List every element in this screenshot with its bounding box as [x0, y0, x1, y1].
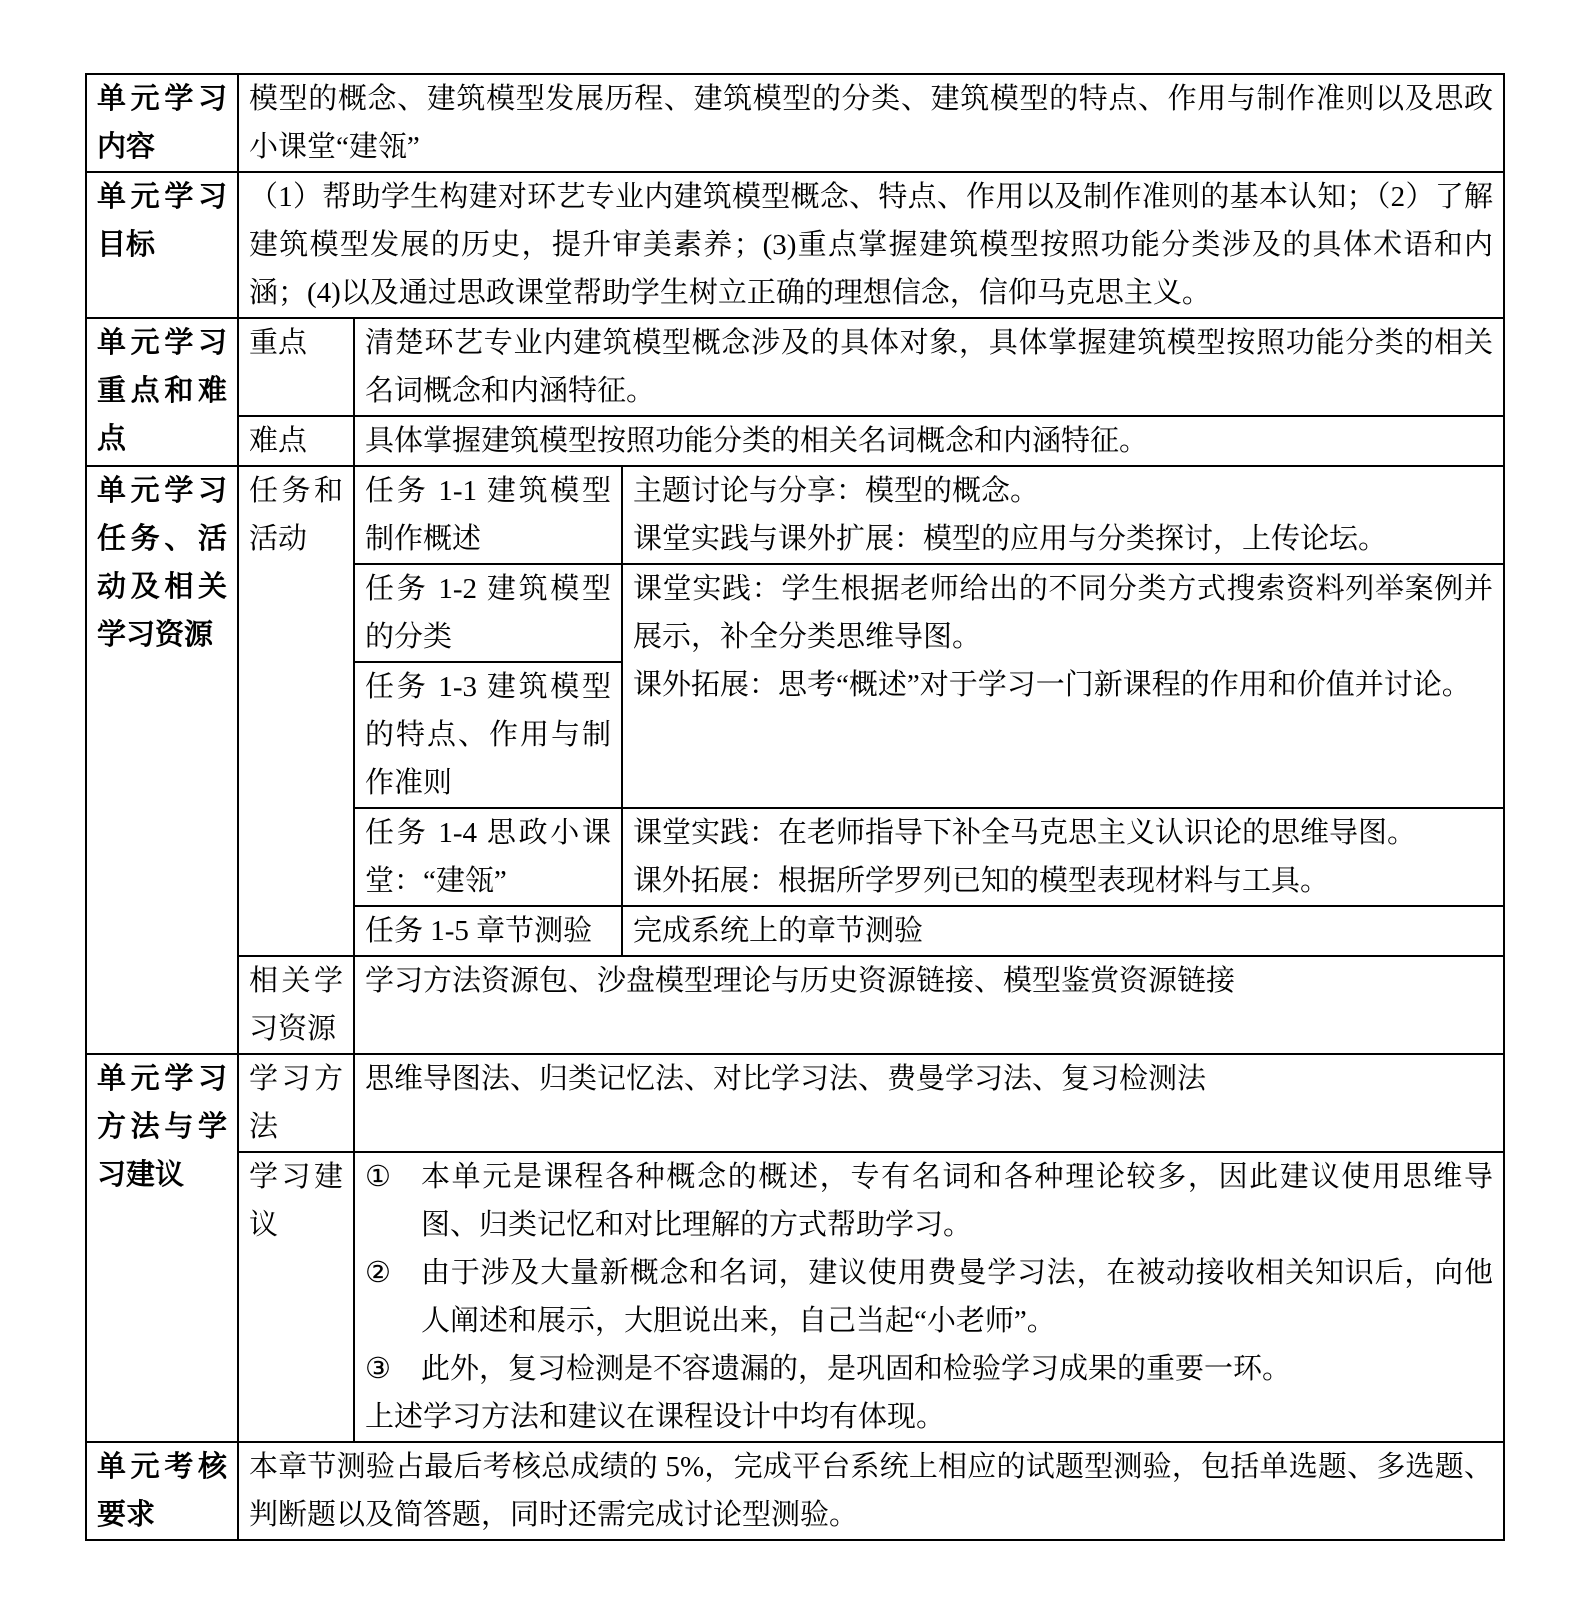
task-1-1-desc-line-1: 主题讨论与分享：模型的概念。 [633, 475, 1040, 507]
key-point-label: 重点 [238, 318, 354, 416]
focus-label: 单元学习重点和难点 [86, 318, 238, 466]
tasks-sub-label: 任务和活动 [238, 466, 354, 956]
task-1-2-name: 任务 1-2 建筑模型的分类 [354, 564, 622, 662]
row-key-point [86, 318, 1504, 416]
task-1-4-name: 任务 1-4 思政小课堂：“建瓴” [354, 808, 622, 906]
suggestion-2-text: 由于涉及大量新概念和名词，建议使用费曼学习法，在被动接收相关知识后，向他人阐述和展示，大胆说出来，自己当起“小老师”。 [421, 1257, 1493, 1337]
suggestion-item-1 [365, 1153, 1493, 1249]
unit-plan-table [85, 73, 1505, 1541]
suggestion-3-number: ③ [365, 1353, 391, 1385]
row-methods [86, 1054, 1504, 1152]
unit-goals-label: 单元学习目标 [86, 172, 238, 318]
resources-label: 相关学习资源 [238, 956, 354, 1054]
row-task-1-1 [86, 466, 1504, 564]
suggest-label: 学习建议 [238, 1152, 354, 1442]
row-resources [86, 956, 1504, 1054]
row-assessment [86, 1442, 1504, 1540]
row-unit-content [86, 74, 1504, 172]
row-suggestions [86, 1152, 1504, 1442]
task-merged-desc-line-1: 课堂实践：学生根据老师给出的不同分类方式搜索资料列举案例并展示，补全分类思维导图。 [633, 573, 1493, 653]
method-label: 学习方法 [238, 1054, 354, 1152]
method-text: 思维导图法、归类记忆法、对比学习法、费曼学习法、复习检测法 [354, 1054, 1504, 1152]
task-1-5-name: 任务 1-5 章节测验 [354, 906, 622, 956]
task-1-2-1-3-desc [622, 564, 1504, 808]
difficulty-label: 难点 [238, 416, 354, 466]
task-1-1-name: 任务 1-1 建筑模型制作概述 [354, 466, 622, 564]
resources-text: 学习方法资源包、沙盘模型理论与历史资源链接、模型鉴赏资源链接 [354, 956, 1504, 1054]
task-1-4-desc-line-2: 课外拓展：根据所学罗列已知的模型表现材料与工具。 [633, 865, 1330, 897]
assessment-label: 单元考核要求 [86, 1442, 238, 1540]
task-merged-desc-line-2: 课外拓展：思考“概述”对于学习一门新课程的作用和价值并讨论。 [633, 669, 1471, 701]
unit-content-label: 单元学习内容 [86, 74, 238, 172]
suggestion-item-3 [365, 1345, 1493, 1393]
task-1-5-desc: 完成系统上的章节测验 [622, 906, 1504, 956]
suggestion-3-text: 此外，复习检测是不容遗漏的，是巩固和检验学习成果的重要一环。 [421, 1353, 1292, 1385]
suggestion-1-text: 本单元是课程各种概念的概述，专有名词和各种理论较多，因此建议使用思维导图、归类记忆和对比理解的方式帮助学习。 [421, 1161, 1493, 1241]
assessment-text: 本章节测验占最后考核总成绩的 5%，完成平台系统上相应的试题型测验，包括单选题、多选题、判断题以及简答题，同时还需完成讨论型测验。 [238, 1442, 1504, 1540]
task-1-1-desc-line-2: 课堂实践与课外扩展：模型的应用与分类探讨，上传论坛。 [633, 523, 1388, 555]
suggestion-footer: 上述学习方法和建议在课程设计中均有体现。 [365, 1401, 946, 1433]
task-1-4-desc-line-1: 课堂实践：在老师指导下补全马克思主义认识论的思维导图。 [633, 817, 1417, 849]
methods-label: 单元学习方法与学习建议 [86, 1054, 238, 1442]
row-difficulty [86, 416, 1504, 466]
row-unit-goals [86, 172, 1504, 318]
unit-content-text: 模型的概念、建筑模型发展历程、建筑模型的分类、建筑模型的特点、作用与制作准则以及思政小课堂“建瓴” [238, 74, 1504, 172]
difficulty-text: 具体掌握建筑模型按照功能分类的相关名词概念和内涵特征。 [354, 416, 1504, 466]
task-1-1-desc [622, 466, 1504, 564]
suggestion-item-2 [365, 1249, 1493, 1345]
tasks-label: 单元学习任务、活动及相关学习资源 [86, 466, 238, 1054]
suggestion-1-number: ① [365, 1161, 391, 1193]
task-1-3-name: 任务 1-3 建筑模型的特点、作用与制作准则 [354, 662, 622, 808]
task-1-4-desc [622, 808, 1504, 906]
unit-goals-text: （1）帮助学生构建对环艺专业内建筑模型概念、特点、作用以及制作准则的基本认知；（2）了解建筑模型发展的历史，提升审美素养；(3)重点掌握建筑模型按照功能分类涉及的具体术语和内涵；(4)以及通过思政课堂帮助学生树立正确的理想信念，信仰马克思主义。 [238, 172, 1504, 318]
suggestion-2-number: ② [365, 1257, 391, 1289]
key-point-text: 清楚环艺专业内建筑模型概念涉及的具体对象，具体掌握建筑模型按照功能分类的相关名词概念和内涵特征。 [354, 318, 1504, 416]
suggest-list [354, 1152, 1504, 1442]
